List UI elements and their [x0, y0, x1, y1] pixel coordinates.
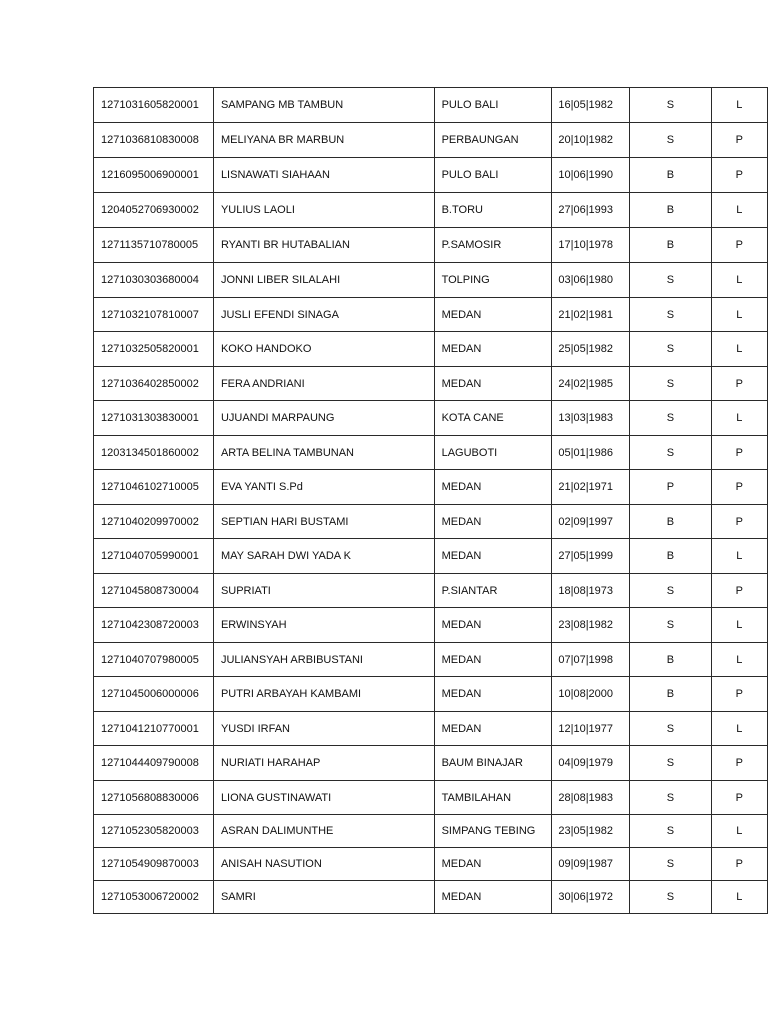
- status-cell: S: [630, 881, 711, 914]
- sex-cell: L: [711, 332, 767, 367]
- birthplace-cell: MEDAN: [434, 332, 552, 367]
- birthdate-cell: 23|05|1982: [552, 815, 630, 848]
- status-cell: B: [630, 539, 711, 574]
- nik-cell: 1271036402850002: [94, 367, 214, 401]
- status-cell: S: [630, 848, 711, 881]
- nik-cell: 1204052706930002: [94, 193, 214, 228]
- table-row: [94, 677, 768, 712]
- birthplace-cell: MEDAN: [434, 470, 552, 505]
- table-row: [94, 608, 768, 643]
- birthdate-cell: 13|03|1983: [552, 401, 630, 436]
- name-cell: SAMPANG MB TAMBUN: [213, 88, 434, 123]
- status-cell: P: [630, 470, 711, 505]
- status-cell: B: [630, 505, 711, 539]
- birthplace-cell: PULO BALI: [434, 158, 552, 193]
- status-cell: B: [630, 158, 711, 193]
- birthdate-cell: 12|10|1977: [552, 712, 630, 746]
- birthplace-cell: P.SAMOSIR: [434, 228, 552, 263]
- birthplace-cell: PERBAUNGAN: [434, 123, 552, 158]
- table-row: [94, 746, 768, 781]
- birthplace-cell: BAUM BINAJAR: [434, 746, 552, 781]
- table-row: [94, 505, 768, 539]
- name-cell: JUSLI EFENDI SINAGA: [213, 298, 434, 332]
- nik-cell: 1271056808830006: [94, 781, 214, 815]
- table-row: [94, 848, 768, 881]
- name-cell: ERWINSYAH: [213, 608, 434, 643]
- birthdate-cell: 03|06|1980: [552, 263, 630, 298]
- nik-cell: 1271135710780005: [94, 228, 214, 263]
- sex-cell: L: [711, 263, 767, 298]
- name-cell: PUTRI ARBAYAH KAMBAMI: [213, 677, 434, 712]
- status-cell: B: [630, 677, 711, 712]
- birthplace-cell: MEDAN: [434, 712, 552, 746]
- sex-cell: P: [711, 677, 767, 712]
- birthdate-cell: 09|09|1987: [552, 848, 630, 881]
- name-cell: LIONA GUSTINAWATI: [213, 781, 434, 815]
- nik-cell: 1271045808730004: [94, 574, 214, 608]
- birthdate-cell: 16|05|1982: [552, 88, 630, 123]
- status-cell: S: [630, 123, 711, 158]
- birthdate-cell: 27|05|1999: [552, 539, 630, 574]
- birthdate-cell: 02|09|1997: [552, 505, 630, 539]
- birthdate-cell: 30|06|1972: [552, 881, 630, 914]
- name-cell: SUPRIATI: [213, 574, 434, 608]
- table-row: [94, 436, 768, 470]
- table-row: [94, 88, 768, 123]
- name-cell: YULIUS LAOLI: [213, 193, 434, 228]
- birthplace-cell: MEDAN: [434, 367, 552, 401]
- sex-cell: L: [711, 608, 767, 643]
- birthplace-cell: TOLPING: [434, 263, 552, 298]
- birthdate-cell: 05|01|1986: [552, 436, 630, 470]
- birthplace-cell: B.TORU: [434, 193, 552, 228]
- nik-cell: 1271041210770001: [94, 712, 214, 746]
- birthplace-cell: MEDAN: [434, 298, 552, 332]
- status-cell: S: [630, 781, 711, 815]
- name-cell: YUSDI IRFAN: [213, 712, 434, 746]
- birthdate-cell: 23|08|1982: [552, 608, 630, 643]
- nik-cell: 1271040705990001: [94, 539, 214, 574]
- sex-cell: L: [711, 643, 767, 677]
- birthplace-cell: LAGUBOTI: [434, 436, 552, 470]
- nik-cell: 1271053006720002: [94, 881, 214, 914]
- sex-cell: L: [711, 401, 767, 436]
- name-cell: JONNI LIBER SILALAHI: [213, 263, 434, 298]
- table-row: [94, 228, 768, 263]
- nik-cell: 1271040707980005: [94, 643, 214, 677]
- table-row: [94, 643, 768, 677]
- status-cell: S: [630, 263, 711, 298]
- table-row: [94, 367, 768, 401]
- sex-cell: L: [711, 193, 767, 228]
- name-cell: RYANTI BR HUTABALIAN: [213, 228, 434, 263]
- birthdate-cell: 27|06|1993: [552, 193, 630, 228]
- sex-cell: L: [711, 712, 767, 746]
- name-cell: KOKO HANDOKO: [213, 332, 434, 367]
- nik-cell: 1271031605820001: [94, 88, 214, 123]
- birthplace-cell: MEDAN: [434, 881, 552, 914]
- birthplace-cell: PULO BALI: [434, 88, 552, 123]
- sex-cell: P: [711, 228, 767, 263]
- birthdate-cell: 20|10|1982: [552, 123, 630, 158]
- status-cell: S: [630, 712, 711, 746]
- nik-cell: 1271054909870003: [94, 848, 214, 881]
- birthdate-cell: 04|09|1979: [552, 746, 630, 781]
- birthplace-cell: KOTA CANE: [434, 401, 552, 436]
- birthdate-cell: 07|07|1998: [552, 643, 630, 677]
- table-row: [94, 263, 768, 298]
- nik-cell: 1271036810830008: [94, 123, 214, 158]
- nik-cell: 1203134501860002: [94, 436, 214, 470]
- nik-cell: 1271031303830001: [94, 401, 214, 436]
- name-cell: SAMRI: [213, 881, 434, 914]
- birthplace-cell: MEDAN: [434, 848, 552, 881]
- sex-cell: P: [711, 470, 767, 505]
- name-cell: MELIYANA BR MARBUN: [213, 123, 434, 158]
- nik-cell: 1216095006900001: [94, 158, 214, 193]
- nik-cell: 1271046102710005: [94, 470, 214, 505]
- status-cell: S: [630, 436, 711, 470]
- birthdate-cell: 25|05|1982: [552, 332, 630, 367]
- name-cell: ARTA BELINA TAMBUNAN: [213, 436, 434, 470]
- status-cell: S: [630, 574, 711, 608]
- status-cell: S: [630, 88, 711, 123]
- table-row: [94, 332, 768, 367]
- name-cell: FERA ANDRIANI: [213, 367, 434, 401]
- status-cell: S: [630, 401, 711, 436]
- status-cell: B: [630, 643, 711, 677]
- table-row: [94, 574, 768, 608]
- nik-cell: 1271040209970002: [94, 505, 214, 539]
- nik-cell: 1271045006000006: [94, 677, 214, 712]
- status-cell: S: [630, 608, 711, 643]
- table-row: [94, 401, 768, 436]
- birthdate-cell: 10|08|2000: [552, 677, 630, 712]
- table-row: [94, 470, 768, 505]
- birthplace-cell: MEDAN: [434, 539, 552, 574]
- resident-table-body: [94, 88, 768, 914]
- birthdate-cell: 17|10|1978: [552, 228, 630, 263]
- name-cell: ANISAH NASUTION: [213, 848, 434, 881]
- status-cell: B: [630, 228, 711, 263]
- status-cell: S: [630, 298, 711, 332]
- name-cell: NURIATI HARAHAP: [213, 746, 434, 781]
- table-row: [94, 193, 768, 228]
- nik-cell: 1271032107810007: [94, 298, 214, 332]
- nik-cell: 1271052305820003: [94, 815, 214, 848]
- name-cell: JULIANSYAH ARBIBUSTANI: [213, 643, 434, 677]
- nik-cell: 1271032505820001: [94, 332, 214, 367]
- table-row: [94, 298, 768, 332]
- birthplace-cell: TAMBILAHAN: [434, 781, 552, 815]
- status-cell: S: [630, 746, 711, 781]
- sex-cell: L: [711, 88, 767, 123]
- birthplace-cell: SIMPANG TEBING: [434, 815, 552, 848]
- nik-cell: 1271042308720003: [94, 608, 214, 643]
- nik-cell: 1271030303680004: [94, 263, 214, 298]
- status-cell: S: [630, 815, 711, 848]
- birthplace-cell: MEDAN: [434, 677, 552, 712]
- table-row: [94, 123, 768, 158]
- birthdate-cell: 18|08|1973: [552, 574, 630, 608]
- sex-cell: P: [711, 848, 767, 881]
- birthdate-cell: 10|06|1990: [552, 158, 630, 193]
- birthplace-cell: MEDAN: [434, 608, 552, 643]
- table-row: [94, 781, 768, 815]
- table-row: [94, 539, 768, 574]
- sex-cell: L: [711, 881, 767, 914]
- sex-cell: P: [711, 367, 767, 401]
- sex-cell: L: [711, 298, 767, 332]
- sex-cell: L: [711, 815, 767, 848]
- sex-cell: P: [711, 781, 767, 815]
- name-cell: LISNAWATI SIAHAAN: [213, 158, 434, 193]
- resident-table: [93, 87, 768, 914]
- sex-cell: P: [711, 123, 767, 158]
- birthdate-cell: 21|02|1981: [552, 298, 630, 332]
- birthdate-cell: 21|02|1971: [552, 470, 630, 505]
- sex-cell: P: [711, 746, 767, 781]
- name-cell: EVA YANTI S.Pd: [213, 470, 434, 505]
- sex-cell: P: [711, 505, 767, 539]
- name-cell: SEPTIAN HARI BUSTAMI: [213, 505, 434, 539]
- table-row: [94, 815, 768, 848]
- birthplace-cell: P.SIANTAR: [434, 574, 552, 608]
- status-cell: B: [630, 193, 711, 228]
- name-cell: UJUANDI MARPAUNG: [213, 401, 434, 436]
- status-cell: S: [630, 332, 711, 367]
- table-row: [94, 881, 768, 914]
- sex-cell: P: [711, 158, 767, 193]
- nik-cell: 1271044409790008: [94, 746, 214, 781]
- sex-cell: P: [711, 574, 767, 608]
- birthdate-cell: 24|02|1985: [552, 367, 630, 401]
- sex-cell: L: [711, 539, 767, 574]
- sex-cell: P: [711, 436, 767, 470]
- name-cell: ASRAN DALIMUNTHE: [213, 815, 434, 848]
- table-row: [94, 158, 768, 193]
- name-cell: MAY SARAH DWI YADA K: [213, 539, 434, 574]
- status-cell: S: [630, 367, 711, 401]
- birthplace-cell: MEDAN: [434, 505, 552, 539]
- table-row: [94, 712, 768, 746]
- birthdate-cell: 28|08|1983: [552, 781, 630, 815]
- birthplace-cell: MEDAN: [434, 643, 552, 677]
